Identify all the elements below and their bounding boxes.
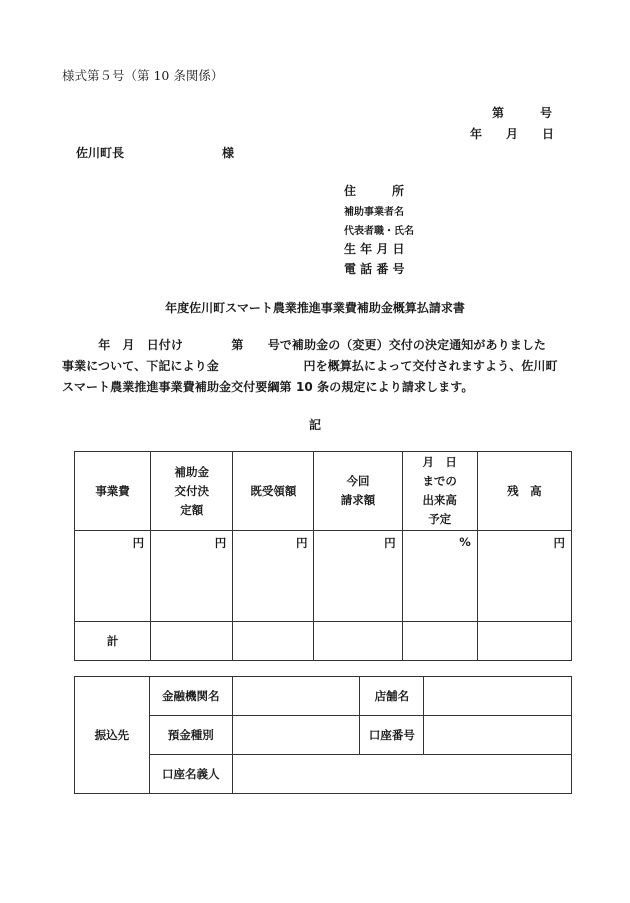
header-project-cost [75, 452, 151, 531]
header-text-line: 出来高 [422, 493, 457, 507]
body-line-2: 事業について、下記により金 円を概算払によって交付されますよう、佐川町 [62, 359, 558, 373]
header-text-line: 既受領額 [250, 483, 297, 498]
header-balance [477, 452, 571, 531]
applicant-business-name-label: 補助事業者名 [344, 207, 404, 218]
body-line-3: スマート農業推進事業費補助金交付要綱第 10 条の規定により請求します。 [62, 380, 474, 394]
total-cell[interactable] [477, 622, 571, 661]
table-total-row [75, 622, 572, 661]
unit-cell[interactable] [477, 531, 571, 622]
request-amount-table [74, 451, 572, 661]
total-cell[interactable] [151, 622, 233, 661]
header-text-line: 定額 [180, 502, 204, 517]
header-text-line: 事業費 [95, 483, 130, 498]
table-header-row [75, 452, 572, 531]
header-text-line: 今回 [346, 474, 370, 488]
account-holder-label: 口座名義人 [149, 755, 232, 794]
account-holder-field[interactable] [232, 755, 571, 794]
applicant-phone-label: 電 話 番 号 [344, 262, 405, 276]
unit-cell[interactable] [151, 531, 233, 622]
unit-cell[interactable] [233, 531, 314, 622]
header-text-line: までの [422, 474, 457, 488]
table-row [75, 716, 572, 755]
unit-label: 円 [384, 536, 396, 550]
branch-label: 店舗名 [360, 677, 424, 716]
table-row [75, 531, 572, 622]
unit-label: % [459, 535, 471, 549]
header-progress-plan [402, 452, 477, 531]
document-title: 年度佐川町スマート農業推進事業費補助金概算払請求書 [165, 301, 465, 315]
form-number: 様式第５号（第 10 条関係） [62, 68, 224, 83]
document-number-label: 第 号 [492, 106, 553, 120]
header-text-line: 残 高 [507, 483, 542, 498]
deposit-type-field[interactable] [232, 716, 360, 755]
unit-label: 円 [295, 536, 308, 550]
unit-label: 円 [214, 536, 227, 550]
body-line-1: 年 月 日付け 第 号で補助金の（変更）交付の決定通知がありました [62, 338, 547, 352]
header-text-line: 請求額 [340, 493, 376, 507]
institution-label: 金融機関名 [149, 677, 232, 716]
header-text-line: 交付決 [174, 483, 209, 498]
unit-cell[interactable] [314, 531, 402, 622]
addressee: 佐川町長 [76, 146, 125, 160]
account-number-field[interactable] [424, 716, 572, 755]
institution-field[interactable] [232, 677, 360, 716]
total-cell[interactable] [314, 622, 402, 661]
total-cell[interactable] [402, 622, 477, 661]
total-cell[interactable] [233, 622, 314, 661]
header-current-request [314, 452, 402, 531]
header-text-line: 予定 [428, 512, 452, 526]
branch-field[interactable] [424, 677, 572, 716]
applicant-address-label: 住 所 [344, 184, 405, 198]
applicant-birthdate-label: 生 年 月 日 [344, 242, 405, 256]
header-grant-decision-amount [151, 452, 233, 531]
honorific: 様 [222, 146, 235, 160]
header-text-line: 月 日 [422, 455, 457, 469]
bank-transfer-table [74, 676, 572, 794]
total-label: 計 [75, 622, 151, 661]
unit-label: 円 [132, 536, 145, 550]
ki-heading: 記 [309, 418, 322, 432]
header-already-received [233, 452, 314, 531]
unit-cell[interactable] [402, 531, 477, 622]
table-row [75, 755, 572, 794]
deposit-type-label: 預金種別 [149, 716, 232, 755]
applicant-representative-label: 代表者職・氏名 [344, 226, 414, 237]
date-label: 年 月 日 [470, 127, 555, 141]
account-number-label: 口座番号 [360, 716, 424, 755]
transfer-destination-label: 振込先 [75, 677, 150, 794]
unit-cell[interactable] [75, 531, 151, 622]
header-text-line: 補助金 [174, 464, 209, 479]
unit-label: 円 [553, 536, 565, 550]
table-row [75, 677, 572, 716]
